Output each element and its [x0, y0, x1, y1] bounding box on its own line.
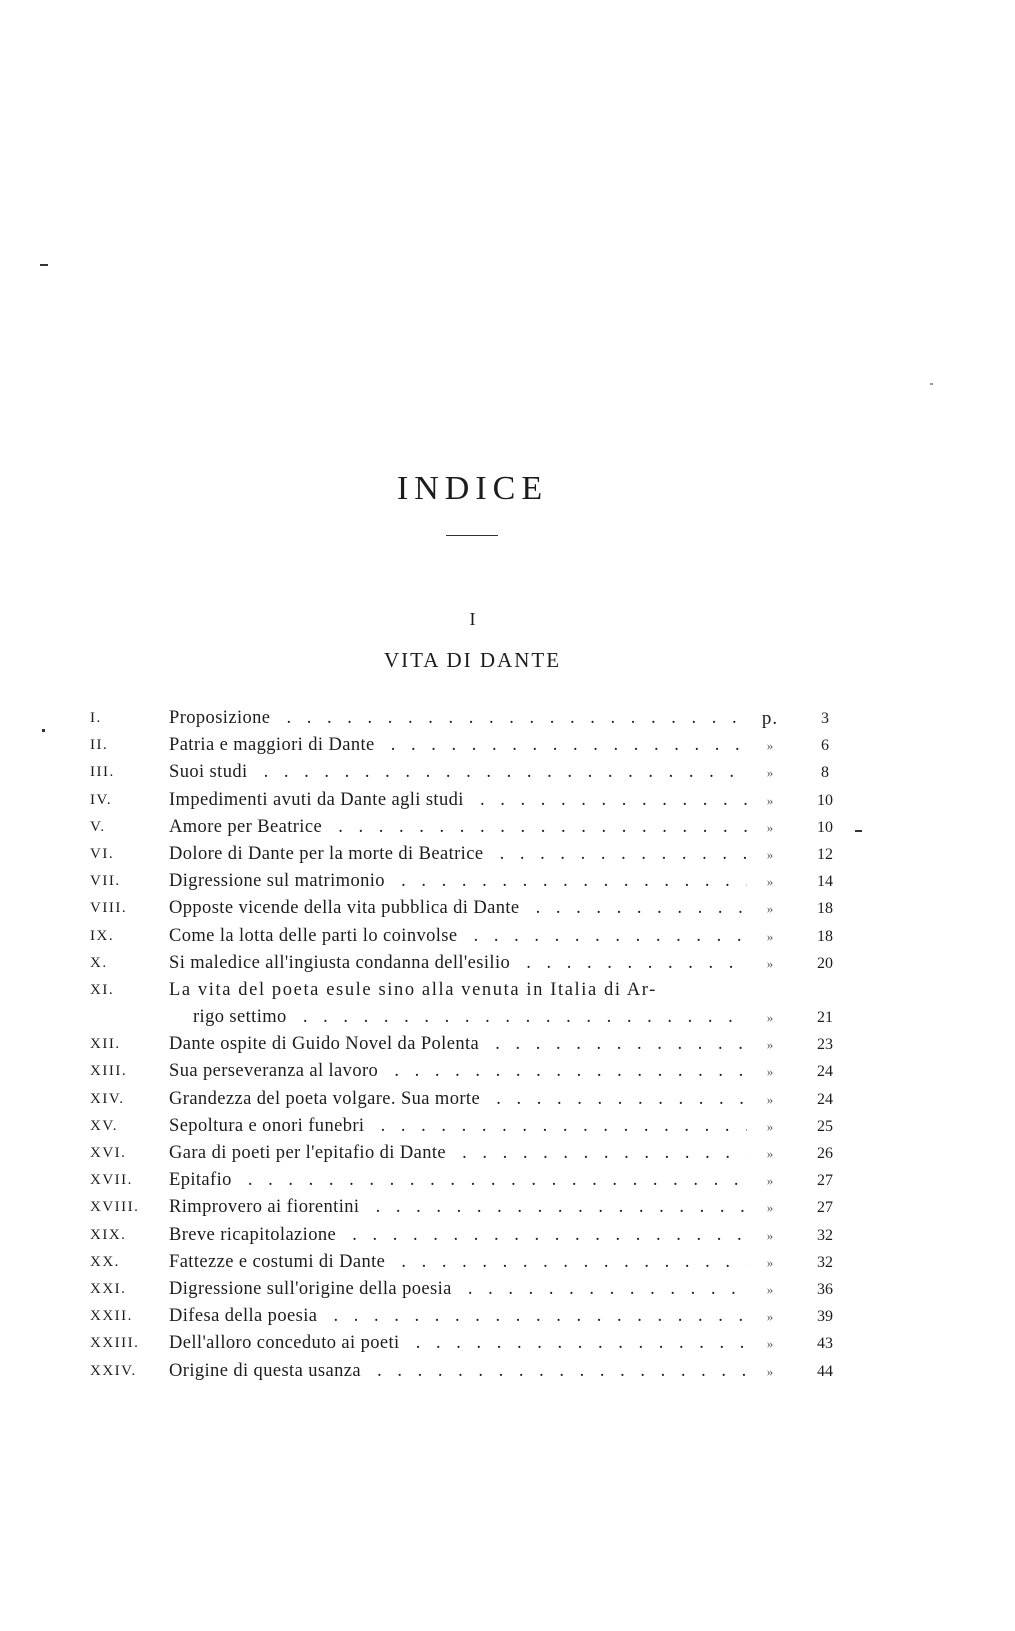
page-number: 20	[817, 954, 833, 972]
chapter-number: XVIII.	[90, 1199, 140, 1216]
chapter-title: Breve ricapitolazione . . .	[169, 1222, 747, 1249]
ditto-mark: »	[766, 819, 774, 835]
ditto-mark: »	[766, 1254, 774, 1270]
page-number: 27	[817, 1199, 833, 1217]
chapter-number: VII.	[90, 873, 121, 890]
page-number: 23	[817, 1036, 833, 1054]
toc-entry	[90, 1222, 860, 1249]
toc-entry	[90, 787, 860, 814]
page-number: 18	[817, 927, 833, 945]
page-number: 36	[817, 1280, 833, 1298]
page-number: 8	[821, 764, 829, 782]
ditto-mark: »	[766, 1010, 774, 1026]
toc-entry	[90, 1058, 860, 1085]
page-number: 26	[817, 1145, 833, 1162]
ditto-mark: »	[766, 846, 774, 862]
chapter-number: XV.	[90, 1117, 118, 1134]
ditto-mark: »	[766, 792, 774, 808]
chapter-number: XXIV.	[90, 1362, 137, 1379]
toc-entry	[90, 923, 860, 950]
ditto-mark: »	[766, 955, 774, 971]
chapter-title: Digressione sull'origine della poesia . . .	[169, 1276, 747, 1303]
chapter-number: XXI.	[90, 1280, 127, 1297]
toc-entry	[90, 895, 860, 922]
chapter-title: Fattezze e costumi di Dante . . .	[169, 1249, 747, 1276]
toc-entry	[90, 1330, 860, 1357]
scan-speck	[40, 264, 48, 266]
chapter-number: V.	[90, 818, 106, 835]
toc-entry	[90, 705, 860, 732]
toc-entry	[90, 1276, 860, 1303]
chapter-number: VI.	[90, 845, 115, 862]
toc-entry	[90, 1358, 860, 1385]
page-number: 10	[817, 791, 833, 809]
chapter-title: Gara di poeti per l'epitafio di Dante . . .	[169, 1140, 747, 1167]
chapter-title: Opposte vicende della vita pubblica di Dante . . .	[169, 895, 747, 922]
page-number: 6	[821, 737, 829, 755]
table-of-contents	[90, 705, 860, 1385]
chapter-title-continued: rigo settimo . . .	[193, 1004, 747, 1031]
toc-entry-continuation	[90, 1004, 860, 1031]
chapter-number: XIX.	[90, 1226, 127, 1243]
ditto-mark: »	[766, 1227, 774, 1243]
page-number: 32	[817, 1226, 833, 1244]
chapter-number: XIV.	[90, 1090, 125, 1107]
ditto-mark: »	[766, 928, 774, 944]
page-number: 27	[817, 1172, 833, 1190]
ditto-mark: »	[766, 874, 774, 890]
chapter-title: Patria e maggiori di Dante . . .	[169, 732, 747, 759]
toc-entry	[90, 1140, 860, 1167]
chapter-number: XVII.	[90, 1172, 133, 1189]
page-number: 14	[817, 873, 833, 891]
ditto-mark: »	[766, 1037, 774, 1053]
toc-entry	[90, 1086, 860, 1113]
page-number: 24	[817, 1063, 833, 1081]
page-number: 43	[817, 1335, 833, 1353]
chapter-title: Amore per Beatrice . . .	[169, 814, 747, 841]
chapter-title: Digressione sul matrimonio . . .	[169, 868, 747, 895]
toc-entry	[90, 732, 860, 759]
page-abbrev: p.	[761, 708, 779, 729]
ditto-mark: »	[766, 1309, 774, 1325]
toc-entry	[90, 759, 860, 786]
page-number: 24	[817, 1090, 833, 1108]
chapter-number: IX.	[90, 927, 115, 944]
chapter-number: XII.	[90, 1036, 121, 1053]
chapter-title: Origine di questa usanza . . .	[169, 1358, 747, 1385]
chapter-number: XXII.	[90, 1308, 133, 1325]
chapter-title: Dolore di Dante per la morte di Beatrice . . .	[169, 841, 747, 868]
ditto-mark: »	[766, 765, 774, 781]
ditto-mark: »	[766, 1336, 774, 1352]
chapter-title: Si maledice all'ingiusta condanna dell'esilio . . .	[169, 950, 747, 977]
chapter-title: Impedimenti avuti da Dante agli studi . . .	[169, 787, 747, 814]
toc-entry	[90, 1031, 860, 1058]
toc-entry	[90, 1194, 860, 1221]
scan-speck	[930, 383, 933, 385]
chapter-title: Epitafio . . .	[169, 1167, 747, 1194]
chapter-number: III.	[90, 764, 115, 781]
page-number: 18	[817, 900, 833, 918]
page-number: 39	[817, 1308, 833, 1326]
part-title: VITA DI DANTE	[383, 648, 562, 672]
chapter-title: La vita del poeta esule sino alla venuta in Italia di Ar-	[169, 979, 657, 1000]
ditto-mark: »	[766, 1146, 774, 1161]
toc-entry	[90, 1249, 860, 1276]
chapter-title: Proposizione . . .	[169, 705, 747, 732]
toc-entry	[90, 950, 860, 977]
ditto-mark: »	[766, 1281, 774, 1297]
ditto-mark: »	[766, 1064, 774, 1080]
chapter-number: XVI.	[90, 1145, 127, 1161]
chapter-title: Sepoltura e onori funebri . . .	[169, 1113, 747, 1140]
toc-entry	[90, 868, 860, 895]
page-number: 12	[817, 845, 833, 863]
page-number: 44	[817, 1362, 833, 1380]
page-title: INDICE	[396, 470, 549, 507]
chapter-number: II.	[90, 737, 109, 754]
chapter-title: Dell'alloro conceduto ai poeti . . .	[169, 1330, 747, 1357]
page-number: 3	[821, 710, 829, 727]
toc-entry	[90, 1167, 860, 1194]
ditto-mark: »	[766, 901, 774, 917]
page-number: 21	[817, 1009, 833, 1027]
chapter-number: XI.	[90, 981, 115, 998]
chapter-number: VIII.	[90, 900, 128, 917]
chapter-number: XX.	[90, 1253, 120, 1270]
title-divider	[446, 535, 498, 536]
chapter-title: Suoi studi . . .	[169, 759, 747, 786]
chapter-number: X.	[90, 954, 108, 971]
ditto-mark: »	[766, 1118, 774, 1134]
part-numeral: I	[469, 609, 476, 629]
ditto-mark: »	[766, 1363, 774, 1379]
toc-entry	[90, 1303, 860, 1330]
toc-entry	[90, 814, 860, 841]
chapter-number: I.	[90, 710, 102, 726]
chapter-title: Grandezza del poeta volgare. Sua morte . . .	[169, 1086, 747, 1113]
page-number: 25	[817, 1117, 833, 1135]
chapter-title: Dante ospite di Guido Novel da Polenta . . .	[169, 1031, 747, 1058]
ditto-mark: »	[766, 1091, 774, 1107]
ditto-mark: »	[766, 738, 774, 754]
toc-entry	[90, 841, 860, 868]
chapter-number: IV.	[90, 791, 113, 808]
toc-entry	[90, 977, 860, 1004]
ditto-mark: »	[766, 1173, 774, 1189]
toc-entry	[90, 1113, 860, 1140]
chapter-number: XXIII.	[90, 1335, 140, 1352]
chapter-number: XIII.	[90, 1063, 128, 1080]
scan-speck	[42, 729, 45, 732]
page-number: 10	[817, 818, 833, 836]
chapter-title: Difesa della poesia . . .	[169, 1303, 747, 1330]
chapter-title: Rimprovero ai fiorentini . . .	[169, 1194, 747, 1221]
page-number: 32	[817, 1253, 833, 1271]
chapter-title: Sua perseveranza al lavoro . . .	[169, 1058, 747, 1085]
ditto-mark: »	[766, 1200, 774, 1216]
chapter-title: Come la lotta delle parti lo coinvolse . . .	[169, 923, 747, 950]
